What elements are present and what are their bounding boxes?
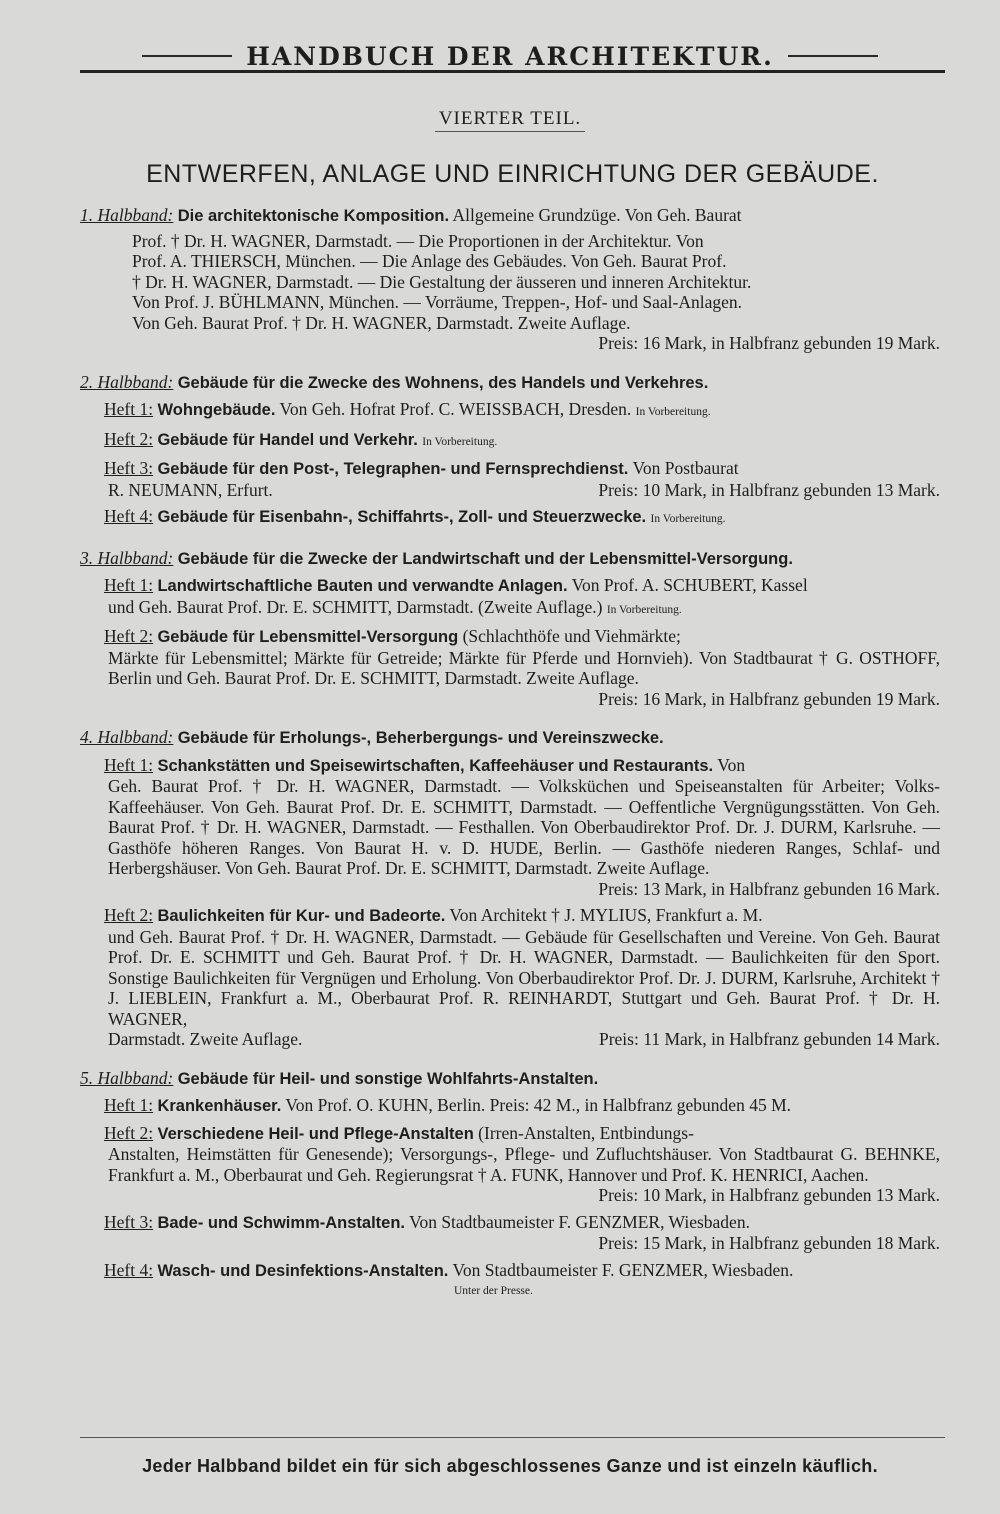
heft-label: Heft 1: [104, 1095, 154, 1115]
halbband-title: Die architektonische Komposition. [177, 207, 450, 225]
halbband-label: 5. Halbband: [80, 1067, 174, 1088]
heft-entry [104, 458, 940, 500]
halbband-3-heading [80, 548, 940, 570]
heft-entry [104, 626, 940, 709]
heft-text: Von Stadtbaumeister F. GENZMER, Wiesbaden. [452, 1259, 794, 1280]
price: Preis: 16 Mark, in Halbfranz gebunden 19 Mark. [598, 333, 940, 353]
status-note: In Vorbereitung. [422, 435, 498, 448]
heft-entry [104, 399, 940, 423]
heft-title: Gebäude für Handel und Verkehr. [157, 430, 418, 449]
heft-text: Von [717, 754, 746, 775]
heft-continuation-last: Darmstadt. Zweite Auflage. [108, 1029, 303, 1049]
heft-continuation: Anstalten, Heimstätten für Genesende); Versorgungs-, Pflege- und Zufluchtshäuser. Von Stadtbaurat G. BEHNKE, Frankfurt a. M., Oberbaurat und Geh. Regierungsrat † A. FUNK, Hannover und Prof. K. HENRICI, Aachen. [108, 1144, 940, 1185]
heft-entry [104, 1212, 940, 1254]
status-note: In Vorbereitung. [650, 513, 726, 525]
main-title: ENTWERFEN, ANLAGE UND EINRICHTUNG DER GEBÄUDE. [146, 160, 879, 188]
heft-entry [104, 905, 940, 1050]
heft-label: Heft 2: [104, 905, 154, 925]
heft-entry [104, 1095, 940, 1117]
halbband-2 [80, 372, 940, 530]
heft-continuation: und Geh. Baurat Prof. Dr. E. SCHMITT, Darmstadt. (Zweite Auflage.) [108, 596, 603, 617]
status-note: In Vorbereitung. [635, 406, 711, 418]
price: Preis: 11 Mark, in Halbfranz gebunden 14 Mark. [598, 1029, 940, 1049]
heft-entry [104, 1123, 940, 1206]
halbband-label: 2. Halbband: [80, 371, 174, 392]
header-ornament-left [142, 55, 232, 57]
heft-label: Heft 2: [104, 626, 154, 646]
footer-rule [80, 1437, 945, 1438]
halbband-title: Gebäude für Heil- und sonstige Wohlfahrts-Anstalten. [177, 1069, 599, 1088]
heft-label: Heft 3: [104, 458, 154, 478]
heft-entry [104, 429, 940, 453]
halbband-5-heading [80, 1068, 940, 1090]
heft-title: Baulichkeiten für Kur- und Badeorte. [157, 907, 446, 925]
heft-entry [104, 755, 940, 900]
status-note: Unter der Presse. [454, 1285, 533, 1297]
heft-entry [104, 575, 940, 620]
heft-title: Landwirtschaftliche Bauten und verwandte Anlagen. [157, 577, 568, 595]
heft-continuation: und Geh. Baurat Prof. † Dr. H. WAGNER, Darmstadt. — Gebäude für Gesellschaften und Vereine. Von Geh. Baurat Prof. Dr. E. SCHMITT und Geh. Baurat Prof. † Dr. H. WAGNER, Darmstadt. — Baulichkeiten für den Sport. Sonstige Baulichkeiten für Vergnügen und Erholung. Von Oberbaudirektor Prof. Dr. J. DURM, Karlsruhe, Architekt † J. LIEBLEIN, Frankfurt a. M., Oberbaurat Prof. R. REINHARDT, Stuttgart und Geh. Baurat Prof. † Dr. H. WAGNER, [108, 926, 940, 1029]
heft-label: Heft 1: [104, 399, 154, 419]
halbband-label: 1. Halbband: [80, 205, 174, 225]
part-heading [0, 108, 1000, 130]
heft-entry [104, 1260, 940, 1302]
heft-text: (Irren-Anstalten, Entbindungs- [478, 1122, 694, 1143]
status-note: In Vorbereitung. [606, 603, 682, 616]
halbband-label: 3. Halbband: [80, 547, 174, 568]
halbband-1 [80, 205, 940, 354]
heft-text: Von Prof. O. KUHN, Berlin. Preis: 42 M., in Halbfranz gebunden 45 M. [285, 1095, 792, 1115]
heft-text: Von Stadtbaumeister F. GENZMER, Wiesbaden. [409, 1211, 750, 1232]
heft-price-row [104, 1029, 940, 1050]
halbband-1-line-0: Allgemeine Grundzüge. Von Geh. Baurat [452, 205, 742, 225]
halbband-label: 4. Halbband: [80, 727, 174, 747]
heft-price-row [104, 480, 940, 501]
heft-label: Heft 4: [104, 1259, 154, 1280]
halbband-4 [80, 727, 940, 1050]
halbband-title: Gebäude für Erholungs-, Beherbergungs- und Vereinszwecke. [177, 729, 664, 747]
heft-continuation: Märkte für Lebensmittel; Märkte für Getreide; Märkte für Pferde und Hornvieh). Von Stadtbaurat † G. OSTHOFF, Berlin und Geh. Baurat Prof. Dr. E. SCHMITT, Darmstadt. Zweite Auflage. [108, 647, 940, 688]
heft-text: Von Postbaurat [632, 458, 739, 478]
heft-label: Heft 1: [104, 575, 154, 595]
footer-note: Jeder Halbband bildet ein für sich abgeschlossenes Ganze und ist einzeln käuflich. [142, 1456, 878, 1476]
heft-title: Verschiedene Heil- und Pflege-Anstalten [157, 1124, 474, 1143]
heft-label: Heft 1: [104, 754, 154, 775]
heft-label: Heft 2: [104, 1122, 154, 1143]
halbband-title: Gebäude für die Zwecke der Landwirtschaft und der Lebensmittel-Versorgung. [177, 549, 793, 568]
heft-title: Wasch- und Desinfektions-Anstalten. [157, 1261, 449, 1280]
heft-title: Gebäude für den Post-, Telegraphen- und Fernsprechdienst. [157, 460, 629, 478]
heft-text: (Schlachthöfe und Viehmärkte; [462, 626, 681, 646]
heft-title: Bade- und Schwimm-Anstalten. [157, 1213, 405, 1232]
heft-title: Schankstätten und Speisewirtschaften, Kaffeehäuser und Restaurants. [157, 756, 714, 775]
halbband-3 [80, 548, 940, 710]
heft-text: Von Geh. Hofrat Prof. C. WEISSBACH, Dresden. [279, 399, 632, 419]
heft-text: Von Architekt † J. MYLIUS, Frankfurt a. M. [449, 905, 763, 925]
heft-title: Gebäude für Lebensmittel-Versorgung [157, 628, 459, 646]
header-ornament-right [788, 55, 878, 57]
content [80, 205, 940, 1320]
halbband-4-heading [80, 727, 940, 749]
heft-title: Krankenhäuser. [157, 1097, 282, 1115]
halbband-1-description [80, 231, 940, 354]
heft-entry [104, 506, 940, 530]
part-label: VIERTER TEIL. [435, 108, 585, 132]
halbband-1-line-2: Prof. A. THIERSCH, München. — Die Anlage des Gebäudes. Von Geh. Baurat Prof. [132, 251, 727, 271]
halbband-1-line-5: Von Geh. Baurat Prof. † Dr. H. WAGNER, Darmstadt. Zweite Auflage. [132, 312, 631, 333]
halbband-1-line-1: Prof. † Dr. H. WAGNER, Darmstadt. — Die Proportionen in der Architektur. Von [132, 230, 704, 251]
price: Preis: 10 Mark, in Halbfranz gebunden 13 Mark. [598, 1185, 940, 1205]
header-rule [80, 70, 945, 73]
halbband-5 [80, 1068, 940, 1302]
price: Preis: 16 Mark, in Halbfranz gebunden 19 Mark. [598, 688, 940, 709]
heft-continuation: R. NEUMANN, Erfurt. [108, 479, 273, 500]
header-title: HANDBUCH DER ARCHITEKTUR. [246, 41, 774, 71]
halbband-1-line-3: † Dr. H. WAGNER, Darmstadt. — Die Gestaltung der äusseren und inneren Architektur. [132, 271, 752, 292]
heft-label: Heft 3: [104, 1211, 154, 1232]
heft-continuation-block [104, 597, 940, 621]
heft-text: Von Prof. A. SCHUBERT, Kassel [571, 575, 808, 595]
heft-title: Wohngebäude. [157, 401, 276, 419]
heft-label: Heft 4: [104, 506, 154, 526]
halbband-title: Gebäude für die Zwecke des Wohnens, des Handels und Verkehres. [177, 373, 709, 392]
halbband-2-heading [80, 372, 940, 394]
halbband-1-line-4: Von Prof. J. BÜHLMANN, München. — Vorräume, Treppen-, Hof- und Saal-Anlagen. [132, 292, 743, 312]
heft-title: Gebäude für Eisenbahn-, Schiffahrts-, Zoll- und Steuerzwecke. [157, 508, 647, 526]
heft-continuation: Geh. Baurat Prof. † Dr. H. WAGNER, Darmstadt. — Volksküchen und Speiseanstalten für Arbeiter; Volks-Kaffeehäuser. Von Geh. Baurat Prof. Dr. E. SCHMITT, Darmstadt. — Oeffentliche Vergnügungsstätten. Von Geh. Baurat Prof. † Dr. H. WAGNER, Darmstadt. — Festhallen. Von Oberbaudirektor Prof. Dr. J. DURM, Karlsruhe. — Gasthöfe höheren Ranges. Von Baurat H. v. D. HUDE, Berlin. — Gasthöfe niederen Ranges, Schlaf- und Herbergshäuser. Von Geh. Baurat Prof. Dr. E. SCHMITT, Darmstadt. Zweite Auflage. [108, 776, 940, 878]
price: Preis: 15 Mark, in Halbfranz gebunden 18 Mark. [598, 1233, 940, 1253]
price: Preis: 10 Mark, in Halbfranz gebunden 13 Mark. [598, 479, 940, 500]
halbband-1-heading [80, 205, 940, 227]
heft-label: Heft 2: [104, 428, 154, 449]
price: Preis: 13 Mark, in Halbfranz gebunden 16 Mark. [598, 878, 940, 899]
